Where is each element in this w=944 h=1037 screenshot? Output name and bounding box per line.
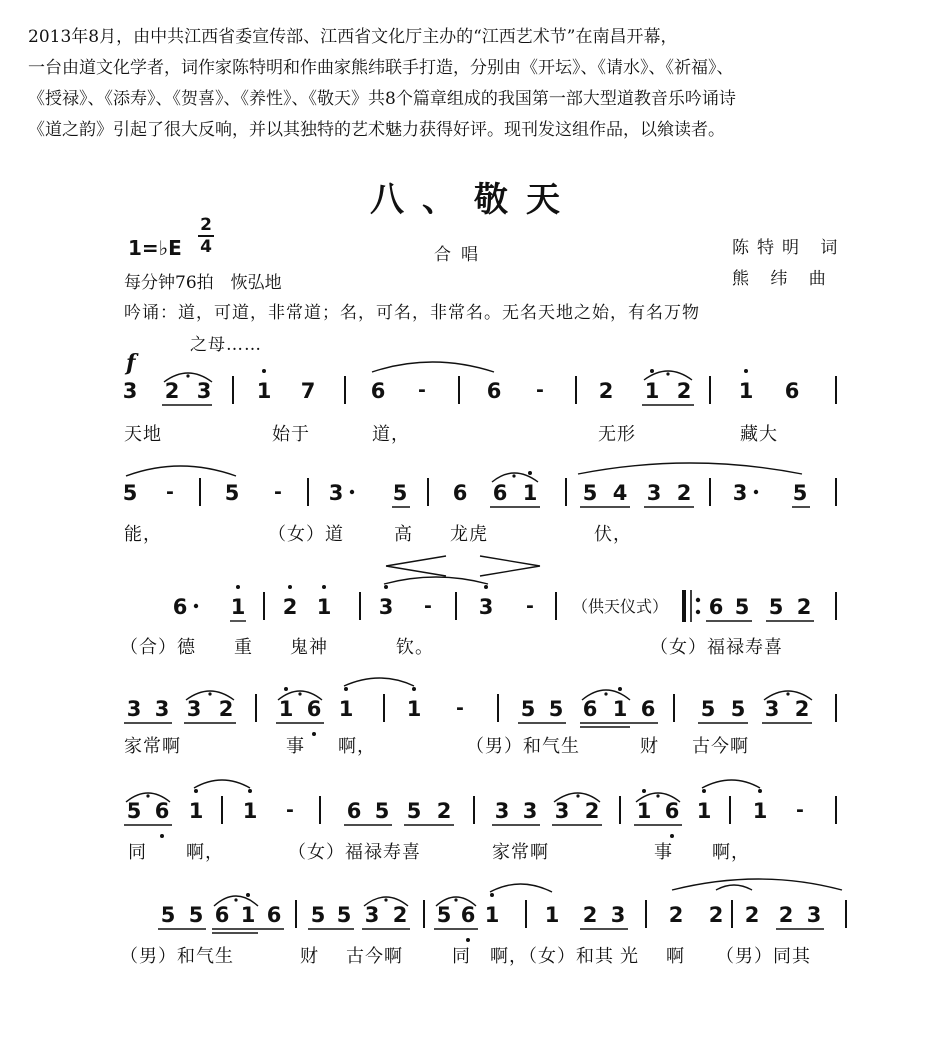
- svg-text:3: 3: [522, 799, 538, 823]
- lyric: 始于: [272, 424, 310, 445]
- svg-text:3: 3: [122, 379, 138, 403]
- svg-text:3: 3: [196, 379, 212, 403]
- svg-text:2: 2: [744, 903, 760, 927]
- lyric: 古今啊: [346, 946, 403, 967]
- score-row-1: [123, 362, 836, 405]
- ritual-marking: （供天仪式）: [572, 597, 669, 616]
- svg-text:6: 6: [266, 903, 282, 927]
- svg-text:5: 5: [188, 903, 204, 927]
- svg-text:-: -: [274, 481, 282, 503]
- score-row-3: [173, 556, 836, 622]
- score-row-5: [124, 780, 836, 838]
- key-signature: 1=♭E: [128, 236, 182, 260]
- svg-text:2: 2: [668, 903, 684, 927]
- svg-text:5: 5: [122, 481, 138, 505]
- svg-text:6: 6: [452, 481, 468, 505]
- svg-text:1: 1: [240, 903, 256, 927]
- song-title: 八、敬天: [370, 180, 578, 220]
- lyric: 高: [394, 524, 413, 545]
- svg-text:2: 2: [392, 903, 408, 927]
- svg-text:3: 3: [154, 697, 170, 721]
- lyric: （男）和气生: [120, 946, 234, 967]
- lyric: （女）福禄寿喜: [288, 842, 421, 863]
- svg-text:2: 2: [708, 903, 724, 927]
- lyric: 啊，（女）和其: [490, 946, 614, 967]
- svg-text:2: 2: [164, 379, 180, 403]
- time-signature-bottom: 4: [200, 237, 212, 257]
- intro-line-4: 《道之韵》引起了很大反响，并以其独特的艺术魅力获得好评。现刊发这组作品，以飨读者。: [28, 120, 725, 140]
- svg-text:2: 2: [582, 903, 598, 927]
- svg-text:6: 6: [154, 799, 170, 823]
- lyric: 啊，: [712, 842, 750, 863]
- svg-text:5: 5: [582, 481, 598, 505]
- svg-text:3: 3: [554, 799, 570, 823]
- svg-text:5: 5: [768, 595, 784, 619]
- lyric: 啊，: [186, 842, 224, 863]
- svg-text:6: 6: [492, 481, 508, 505]
- svg-text:3: 3: [378, 595, 394, 619]
- dynamic-forte: f: [126, 350, 136, 376]
- lyricist-credit: 陈特明 词: [732, 238, 846, 258]
- svg-text:1: 1: [338, 697, 354, 721]
- svg-text:1: 1: [752, 799, 768, 823]
- svg-text:5: 5: [520, 697, 536, 721]
- tempo-marking: 每分钟76拍 恢弘地: [124, 273, 282, 293]
- svg-text:3: 3: [478, 595, 494, 619]
- svg-text:5: 5: [700, 697, 716, 721]
- svg-text:5: 5: [734, 595, 750, 619]
- svg-text:5: 5: [126, 799, 142, 823]
- svg-text:5: 5: [436, 903, 452, 927]
- svg-text:5: 5: [392, 481, 408, 505]
- svg-text:-: -: [286, 799, 294, 821]
- svg-text:3: 3: [806, 903, 822, 927]
- svg-text:1: 1: [644, 379, 660, 403]
- svg-text:1: 1: [188, 799, 204, 823]
- score-row-6: [158, 879, 846, 942]
- lyric: 啊: [666, 946, 685, 967]
- svg-text:6: 6: [370, 379, 386, 403]
- svg-text:-: -: [424, 595, 432, 617]
- intro-line-1: 2013年8月，由中共江西省委宣传部、江西省文化厅主办的“江西艺术节”在南昌开幕，: [28, 27, 678, 47]
- lyric: （男）同其: [716, 946, 811, 967]
- lyric: 同: [128, 842, 147, 863]
- svg-text:1: 1: [242, 799, 258, 823]
- svg-text:-: -: [418, 379, 426, 401]
- svg-text:5: 5: [406, 799, 422, 823]
- lyric: 重: [234, 637, 253, 658]
- lyrics-row-4: [124, 736, 749, 757]
- lyric: 道，: [372, 424, 410, 445]
- lyric: （男）和气生: [466, 736, 580, 757]
- svg-text:3: 3: [764, 697, 780, 721]
- lyric: （合）德: [120, 637, 196, 658]
- svg-text:2: 2: [676, 379, 692, 403]
- score-row-2: [123, 463, 836, 507]
- svg-text:5: 5: [792, 481, 808, 505]
- chant-line-1: 吟诵：道，可道，非常道；名，可名，非常名。无名天地之始，有名万物: [124, 303, 700, 323]
- svg-text:1: 1: [696, 799, 712, 823]
- lyric: 家常啊: [492, 842, 549, 863]
- intro-line-3: 《授禄》、《添寿》、《贺喜》、《养性》、《敬天》共8个篇章组成的我国第一部大型道教音乐吟诵诗: [28, 89, 736, 109]
- svg-text:1: 1: [316, 595, 332, 619]
- svg-text:-: -: [456, 697, 464, 719]
- svg-text:6: 6: [214, 903, 230, 927]
- time-signature-top: 2: [200, 215, 212, 235]
- svg-text:2: 2: [598, 379, 614, 403]
- svg-text:-: -: [166, 481, 174, 503]
- svg-text:5: 5: [336, 903, 352, 927]
- svg-text:5: 5: [310, 903, 326, 927]
- svg-text:-: -: [536, 379, 544, 401]
- svg-text:3: 3: [610, 903, 626, 927]
- lyric: （女）道: [268, 524, 344, 545]
- lyric: 财: [640, 736, 659, 757]
- svg-text:6: 6: [486, 379, 502, 403]
- svg-text:6: 6: [306, 697, 322, 721]
- lyric: 古今啊: [692, 736, 749, 757]
- svg-text:3: 3: [646, 481, 662, 505]
- lyric: 藏大: [740, 424, 778, 445]
- svg-text:1: 1: [406, 697, 422, 721]
- lyric: 啊，: [338, 736, 376, 757]
- svg-text:6: 6: [708, 595, 724, 619]
- lyrics-row-1: [124, 424, 778, 445]
- svg-text:2: 2: [436, 799, 452, 823]
- svg-text:6: 6: [582, 697, 598, 721]
- svg-text:6: 6: [346, 799, 362, 823]
- svg-text:3: 3: [328, 481, 344, 505]
- svg-text:6: 6: [460, 903, 476, 927]
- svg-text:3: 3: [364, 903, 380, 927]
- performance-type: 合唱: [434, 245, 488, 265]
- chant-line-2: 之母……: [190, 335, 262, 355]
- svg-text:5: 5: [160, 903, 176, 927]
- svg-text:-: -: [526, 595, 534, 617]
- svg-text:1: 1: [522, 481, 538, 505]
- svg-text:1: 1: [612, 697, 628, 721]
- lyric: 龙虎: [450, 524, 488, 545]
- svg-text:6: 6: [784, 379, 800, 403]
- svg-text:4: 4: [612, 481, 628, 505]
- svg-text:2: 2: [282, 595, 298, 619]
- svg-text:6: 6: [172, 595, 188, 619]
- svg-text:1: 1: [738, 379, 754, 403]
- lyrics-row-5: [128, 842, 750, 863]
- svg-text:3: 3: [126, 697, 142, 721]
- svg-text:3: 3: [186, 697, 202, 721]
- svg-text:2: 2: [794, 697, 810, 721]
- lyric: 天地: [124, 424, 162, 445]
- svg-text:2: 2: [584, 799, 600, 823]
- lyric: 财: [300, 946, 319, 967]
- svg-text:1: 1: [230, 595, 246, 619]
- lyric: 同: [452, 946, 471, 967]
- svg-text:5: 5: [374, 799, 390, 823]
- svg-text:2: 2: [218, 697, 234, 721]
- lyric: （女）福禄寿喜: [650, 637, 783, 658]
- lyric: 伏，: [594, 524, 632, 545]
- score-row-4: [124, 678, 836, 736]
- lyric: 钦。: [396, 637, 434, 658]
- lyrics-row-6: [120, 946, 811, 967]
- lyric: 事: [286, 736, 305, 757]
- svg-text:7: 7: [300, 379, 316, 403]
- svg-text:5: 5: [548, 697, 564, 721]
- intro-line-2: 一台由道文化学者，词作家陈特明和作曲家熊纬联手打造，分别由《开坛》、《请水》、《祈福》、: [28, 58, 734, 78]
- composer-credit: 熊 纬 曲: [732, 269, 834, 289]
- svg-text:2: 2: [778, 903, 794, 927]
- svg-text:1: 1: [256, 379, 272, 403]
- svg-text:1: 1: [636, 799, 652, 823]
- lyric: 光: [620, 946, 639, 967]
- svg-text:1: 1: [484, 903, 500, 927]
- svg-text:1: 1: [544, 903, 560, 927]
- lyric: 家常啊: [124, 736, 181, 757]
- lyric: 事: [654, 842, 673, 863]
- svg-text:3: 3: [494, 799, 510, 823]
- svg-text:-: -: [796, 799, 804, 821]
- lyric: 鬼神: [290, 637, 328, 658]
- svg-text:5: 5: [224, 481, 240, 505]
- lyric: 无形: [598, 424, 636, 445]
- lyric: 能，: [124, 524, 162, 545]
- svg-text:1: 1: [278, 697, 294, 721]
- svg-text:2: 2: [796, 595, 812, 619]
- lyrics-row-2: [124, 524, 632, 545]
- svg-text:5: 5: [730, 697, 746, 721]
- svg-text:2: 2: [676, 481, 692, 505]
- svg-text:6: 6: [664, 799, 680, 823]
- lyrics-row-3: [120, 637, 783, 658]
- svg-text:3: 3: [732, 481, 748, 505]
- svg-text:6: 6: [640, 697, 656, 721]
